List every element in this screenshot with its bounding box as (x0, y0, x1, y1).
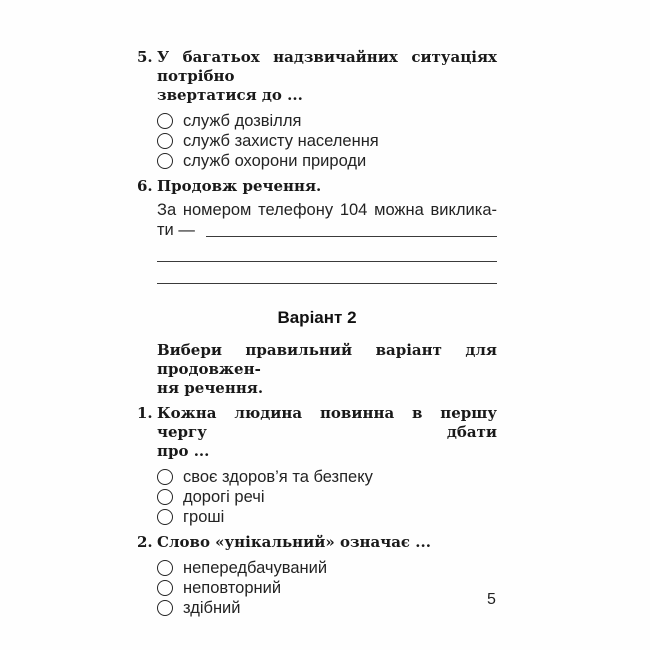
question-block (137, 404, 497, 527)
radio-circle-icon[interactable] (157, 580, 173, 596)
radio-circle-icon[interactable] (157, 133, 173, 149)
radio-circle-icon[interactable] (157, 469, 173, 485)
options-list (137, 558, 497, 618)
answer-option[interactable] (157, 467, 497, 487)
question-title-line (137, 86, 497, 105)
options-list (137, 111, 497, 171)
answer-option-label: гроші (183, 507, 225, 526)
question-number: 2. (137, 533, 153, 551)
answer-option[interactable] (157, 151, 497, 171)
variant-heading: Варіант 2 (277, 308, 357, 327)
radio-circle-icon[interactable] (157, 509, 173, 525)
options-list (137, 467, 497, 527)
answer-option-label: служб захисту населення (183, 131, 379, 150)
answer-option[interactable] (157, 111, 497, 131)
page-number: 5 (487, 591, 496, 608)
answer-fill-line[interactable] (206, 236, 497, 237)
question-number: 1. (137, 404, 153, 422)
question-body (137, 201, 497, 284)
question-title (137, 48, 497, 105)
radio-circle-icon[interactable] (157, 600, 173, 616)
answer-option[interactable] (157, 558, 497, 578)
question-block (137, 533, 497, 618)
answer-option[interactable] (157, 578, 497, 598)
question-title-text: про ... (157, 442, 210, 460)
fill-in-prefix: ти — (157, 221, 200, 239)
fill-in-row (157, 220, 497, 240)
answer-option[interactable] (157, 598, 497, 618)
question-title-line (137, 404, 497, 442)
answer-option[interactable] (157, 131, 497, 151)
question-title (137, 404, 497, 461)
answer-option-label: дорогі речі (183, 487, 265, 506)
question-title (137, 533, 497, 552)
answer-blank-line[interactable] (157, 240, 497, 262)
radio-circle-icon[interactable] (157, 153, 173, 169)
question-body-line: За номером телефону 104 можна виклика- (157, 201, 497, 219)
question-title-text: звертатися до ... (157, 86, 303, 104)
question-title-text: Слово «унікальний» означає ... (157, 533, 431, 551)
instruction-line: ня речення. (157, 379, 264, 397)
question-block (137, 48, 497, 171)
answer-option-label: непередбачуваний (183, 558, 328, 577)
question-title (137, 177, 497, 196)
answer-option-label: здібний (183, 598, 241, 617)
question-title-line (137, 533, 497, 552)
answer-option-label: служб дозвілля (183, 111, 302, 130)
question-title-text: Кожна людина повинна в першу чергу дбати (157, 404, 497, 441)
question-title-line (137, 177, 497, 196)
answer-blank-line[interactable] (157, 262, 497, 284)
answer-option-label: неповторний (183, 578, 282, 597)
answer-option[interactable] (157, 507, 497, 527)
question-number: 5. (137, 48, 153, 66)
instruction-text (137, 341, 497, 398)
question-title-line (137, 48, 497, 86)
worksheet-content (137, 48, 497, 624)
answer-option-label: своє здоров’я та безпеку (183, 467, 373, 486)
instruction-line: Вибери правильний варіант для продовжен- (157, 341, 497, 378)
radio-circle-icon[interactable] (157, 489, 173, 505)
radio-circle-icon[interactable] (157, 113, 173, 129)
question-title-text: Продовж речення. (157, 177, 322, 195)
answer-option-label: служб охорони природи (183, 151, 367, 170)
radio-circle-icon[interactable] (157, 560, 173, 576)
question-title-line (137, 442, 497, 461)
question-title-text: У багатьох надзвичайних ситуаціях потрібно (157, 48, 497, 85)
question-block (137, 177, 497, 284)
answer-option[interactable] (157, 487, 497, 507)
question-number: 6. (137, 177, 153, 195)
